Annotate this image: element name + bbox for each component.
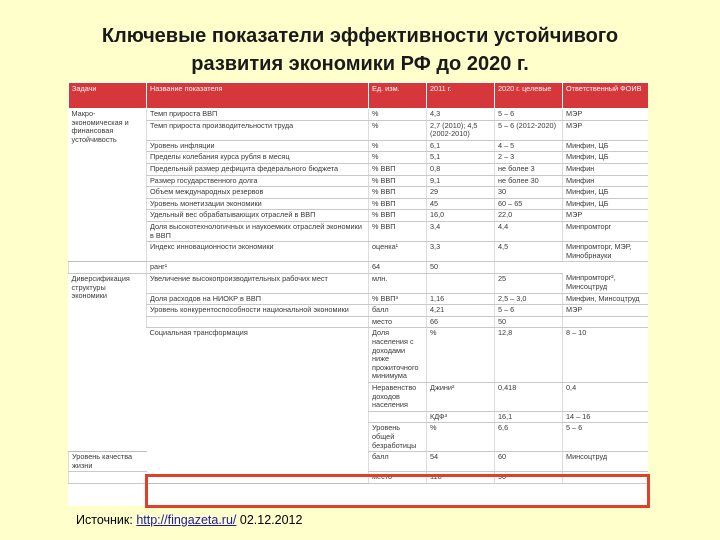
value-2020: 60 – 65 (495, 198, 563, 210)
value-2011: 0,8 (427, 163, 495, 175)
value-2011: 16,0 (427, 210, 495, 222)
value-2020: 5 – 6 (2012-2020) (495, 120, 563, 140)
value-2011: 16,1 (495, 411, 563, 423)
unit-cell: % (427, 423, 495, 452)
table-row (69, 109, 649, 121)
value-2011 (427, 273, 495, 293)
responsible-agency: Минпромторг (563, 221, 649, 241)
indicator-name: Доля населения с доходами ниже прожиточного минимума (369, 328, 427, 383)
value-2020: 14 – 16 (563, 411, 649, 423)
table-row (69, 152, 649, 164)
indicator-name: Размер государственного долга (147, 175, 369, 187)
value-2020: 4 – 5 (495, 140, 563, 152)
value-2020: 4,4 (495, 221, 563, 241)
table-row (69, 273, 649, 293)
value-2020: 5 – 6 (563, 423, 649, 452)
indicator-name: Предельный размер дефицита федерального бюджета (147, 163, 369, 175)
unit-cell: % (369, 152, 427, 164)
column-header: 2020 г. целевые (495, 83, 563, 109)
kpi-table-sheet (68, 82, 648, 506)
value-2011: 3,4 (427, 221, 495, 241)
kpi-table (68, 82, 648, 484)
table-row (69, 210, 649, 222)
unit-cell: % ВВП (369, 187, 427, 199)
source-link[interactable]: http://fingazeta.ru/ (136, 513, 237, 527)
indicator-name: Удельный вес обрабатывающих отраслей в ВВП (147, 210, 369, 222)
unit-cell: % ВВП (369, 210, 427, 222)
responsible-agency: Минпромторг², Минсоцтруд (563, 273, 649, 293)
value-2020: 2 – 3 (495, 152, 563, 164)
responsible-agency: МЭР (563, 210, 649, 222)
indicator-name: Объем международных резервов (147, 187, 369, 199)
value-2020: 25 (495, 273, 563, 293)
value-2011: 5,1 (427, 152, 495, 164)
table-body (69, 109, 649, 484)
value-2011: 9,1 (427, 175, 495, 187)
value-2020: 50 (427, 262, 495, 274)
table-row (69, 305, 649, 317)
unit-cell: % ВВП³ (369, 293, 427, 305)
responsible-agency: МЭР (563, 109, 649, 121)
indicator-name (69, 472, 147, 484)
indicator-name: Увеличение высокопроизводительных рабочих мест (147, 273, 369, 293)
indicator-name: Уровень монетизации экономики (147, 198, 369, 210)
value-2011: 64 (369, 262, 427, 274)
column-header: Задачи (69, 83, 147, 109)
value-2011: 66 (427, 316, 495, 328)
unit-cell: % (369, 140, 427, 152)
table-row (69, 163, 649, 175)
responsible-agency: Минпромторг, МЭР, Минобрнауки (563, 242, 649, 262)
value-2020: 4,5 (495, 242, 563, 262)
table-row (69, 198, 649, 210)
responsible-agency: Минфин (563, 163, 649, 175)
unit-cell: % ВВП (369, 221, 427, 241)
indicator-name (369, 411, 427, 423)
indicator-name: Неравенство доходов населения (369, 382, 427, 411)
unit-cell: % ВВП (369, 198, 427, 210)
indicator-name: Индекс инновационности экономики (147, 242, 369, 262)
indicator-name (147, 316, 369, 328)
column-header: Название показателя (147, 83, 369, 109)
value-2011: 45 (427, 198, 495, 210)
source-prefix: Источник: (76, 513, 133, 527)
unit-cell: балл (369, 452, 427, 472)
indicator-name: Темп прироста ВВП (147, 109, 369, 121)
unit-cell: млн. (369, 273, 427, 293)
indicator-name: Доля высокотехнологичных и наукоемких отраслей экономики в ВВП (147, 221, 369, 241)
responsible-agency: Минфин (563, 175, 649, 187)
task-group: Диверсификация структуры экономики (69, 273, 147, 451)
table-row (69, 187, 649, 199)
table-row (69, 221, 649, 241)
table-row (69, 293, 649, 305)
unit-cell: балл (369, 305, 427, 317)
slide-title (0, 22, 720, 78)
value-2011: 118 (427, 472, 495, 484)
task-group: Макро-экономическая и финансовая устойчивость (69, 109, 147, 262)
value-2020: 2,5 – 3,0 (495, 293, 563, 305)
responsible-agency: Минфин, Минсоцтруд (563, 293, 649, 305)
value-2020: 60 (495, 452, 563, 472)
value-2020: 50 (495, 316, 563, 328)
responsible-agency (495, 262, 563, 274)
table-row (69, 175, 649, 187)
value-2011: 0,418 (495, 382, 563, 411)
task-group: Социальная трансформация (147, 328, 369, 484)
responsible-agency: Минфин, ЦБ (563, 152, 649, 164)
value-2020: не более 3 (495, 163, 563, 175)
unit-cell: оценка¹ (369, 242, 427, 262)
unit-cell: место (369, 316, 427, 328)
unit-cell: Джини² (427, 382, 495, 411)
responsible-agency: МЭР (563, 120, 649, 140)
column-header: Ответственный ФОИВ (563, 83, 649, 109)
responsible-agency: Минфин, ЦБ (563, 198, 649, 210)
indicator-name: Доля расходов на НИОКР в ВВП (147, 293, 369, 305)
value-2011: 12,8 (495, 328, 563, 383)
value-2020: не более 30 (495, 175, 563, 187)
value-2020: 5 – 6 (495, 109, 563, 121)
value-2011: 6,6 (495, 423, 563, 452)
value-2011: 1,16 (427, 293, 495, 305)
indicator-name: Уровень качества жизни (69, 452, 147, 472)
unit-cell: % ВВП (369, 163, 427, 175)
unit-cell: % (369, 120, 427, 140)
unit-cell: место (369, 472, 427, 484)
value-2011: 4,21 (427, 305, 495, 317)
column-header: 2011 г. (427, 83, 495, 109)
responsible-agency: Минсоцтруд (563, 452, 649, 472)
indicator-name: Уровень конкурентоспособности национальной экономики (147, 305, 369, 317)
title-line-2: развития экономики РФ до 2020 г. (191, 53, 529, 75)
value-2020: 8 – 10 (563, 328, 649, 383)
value-2011: 4,3 (427, 109, 495, 121)
table-row (69, 262, 649, 274)
source-caption (76, 513, 302, 527)
indicator-name (69, 262, 147, 274)
value-2011: 29 (427, 187, 495, 199)
unit-cell: % (427, 328, 495, 383)
indicator-name: Пределы колебания курса рубля в месяц (147, 152, 369, 164)
responsible-agency: Минфин, ЦБ (563, 187, 649, 199)
value-2011: 54 (427, 452, 495, 472)
column-header: Ед. изм. (369, 83, 427, 109)
title-line-1: Ключевые показатели эффективности устойчивого (101, 25, 619, 47)
unit-cell: % ВВП (369, 175, 427, 187)
table-row (69, 140, 649, 152)
value-2020: 22,0 (495, 210, 563, 222)
source-date: 02.12.2012 (239, 513, 303, 527)
value-2011: 2,7 (2010); 4,5 (2002-2010) (427, 120, 495, 140)
responsible-agency: МЭР (563, 305, 649, 317)
indicator-name: Уровень общей безработицы (369, 423, 427, 452)
value-2011: 3,3 (427, 242, 495, 262)
value-2020: 90 (495, 472, 563, 484)
responsible-agency: Минфин, ЦБ (563, 140, 649, 152)
indicator-name: Темп прироста производительности труда (147, 120, 369, 140)
table-row (69, 242, 649, 262)
table-row (69, 316, 649, 328)
responsible-agency (563, 316, 649, 328)
table-row (69, 328, 649, 383)
table-header-row (69, 83, 649, 109)
value-2020: 0,4 (563, 382, 649, 411)
unit-cell: ранг¹ (147, 262, 369, 274)
value-2020: 5 – 6 (495, 305, 563, 317)
indicator-name: Уровень инфляции (147, 140, 369, 152)
value-2020: 30 (495, 187, 563, 199)
unit-cell: КДФ³ (427, 411, 495, 423)
highlight-frame (145, 474, 650, 508)
table-row (69, 120, 649, 140)
value-2011: 6,1 (427, 140, 495, 152)
unit-cell: % (369, 109, 427, 121)
